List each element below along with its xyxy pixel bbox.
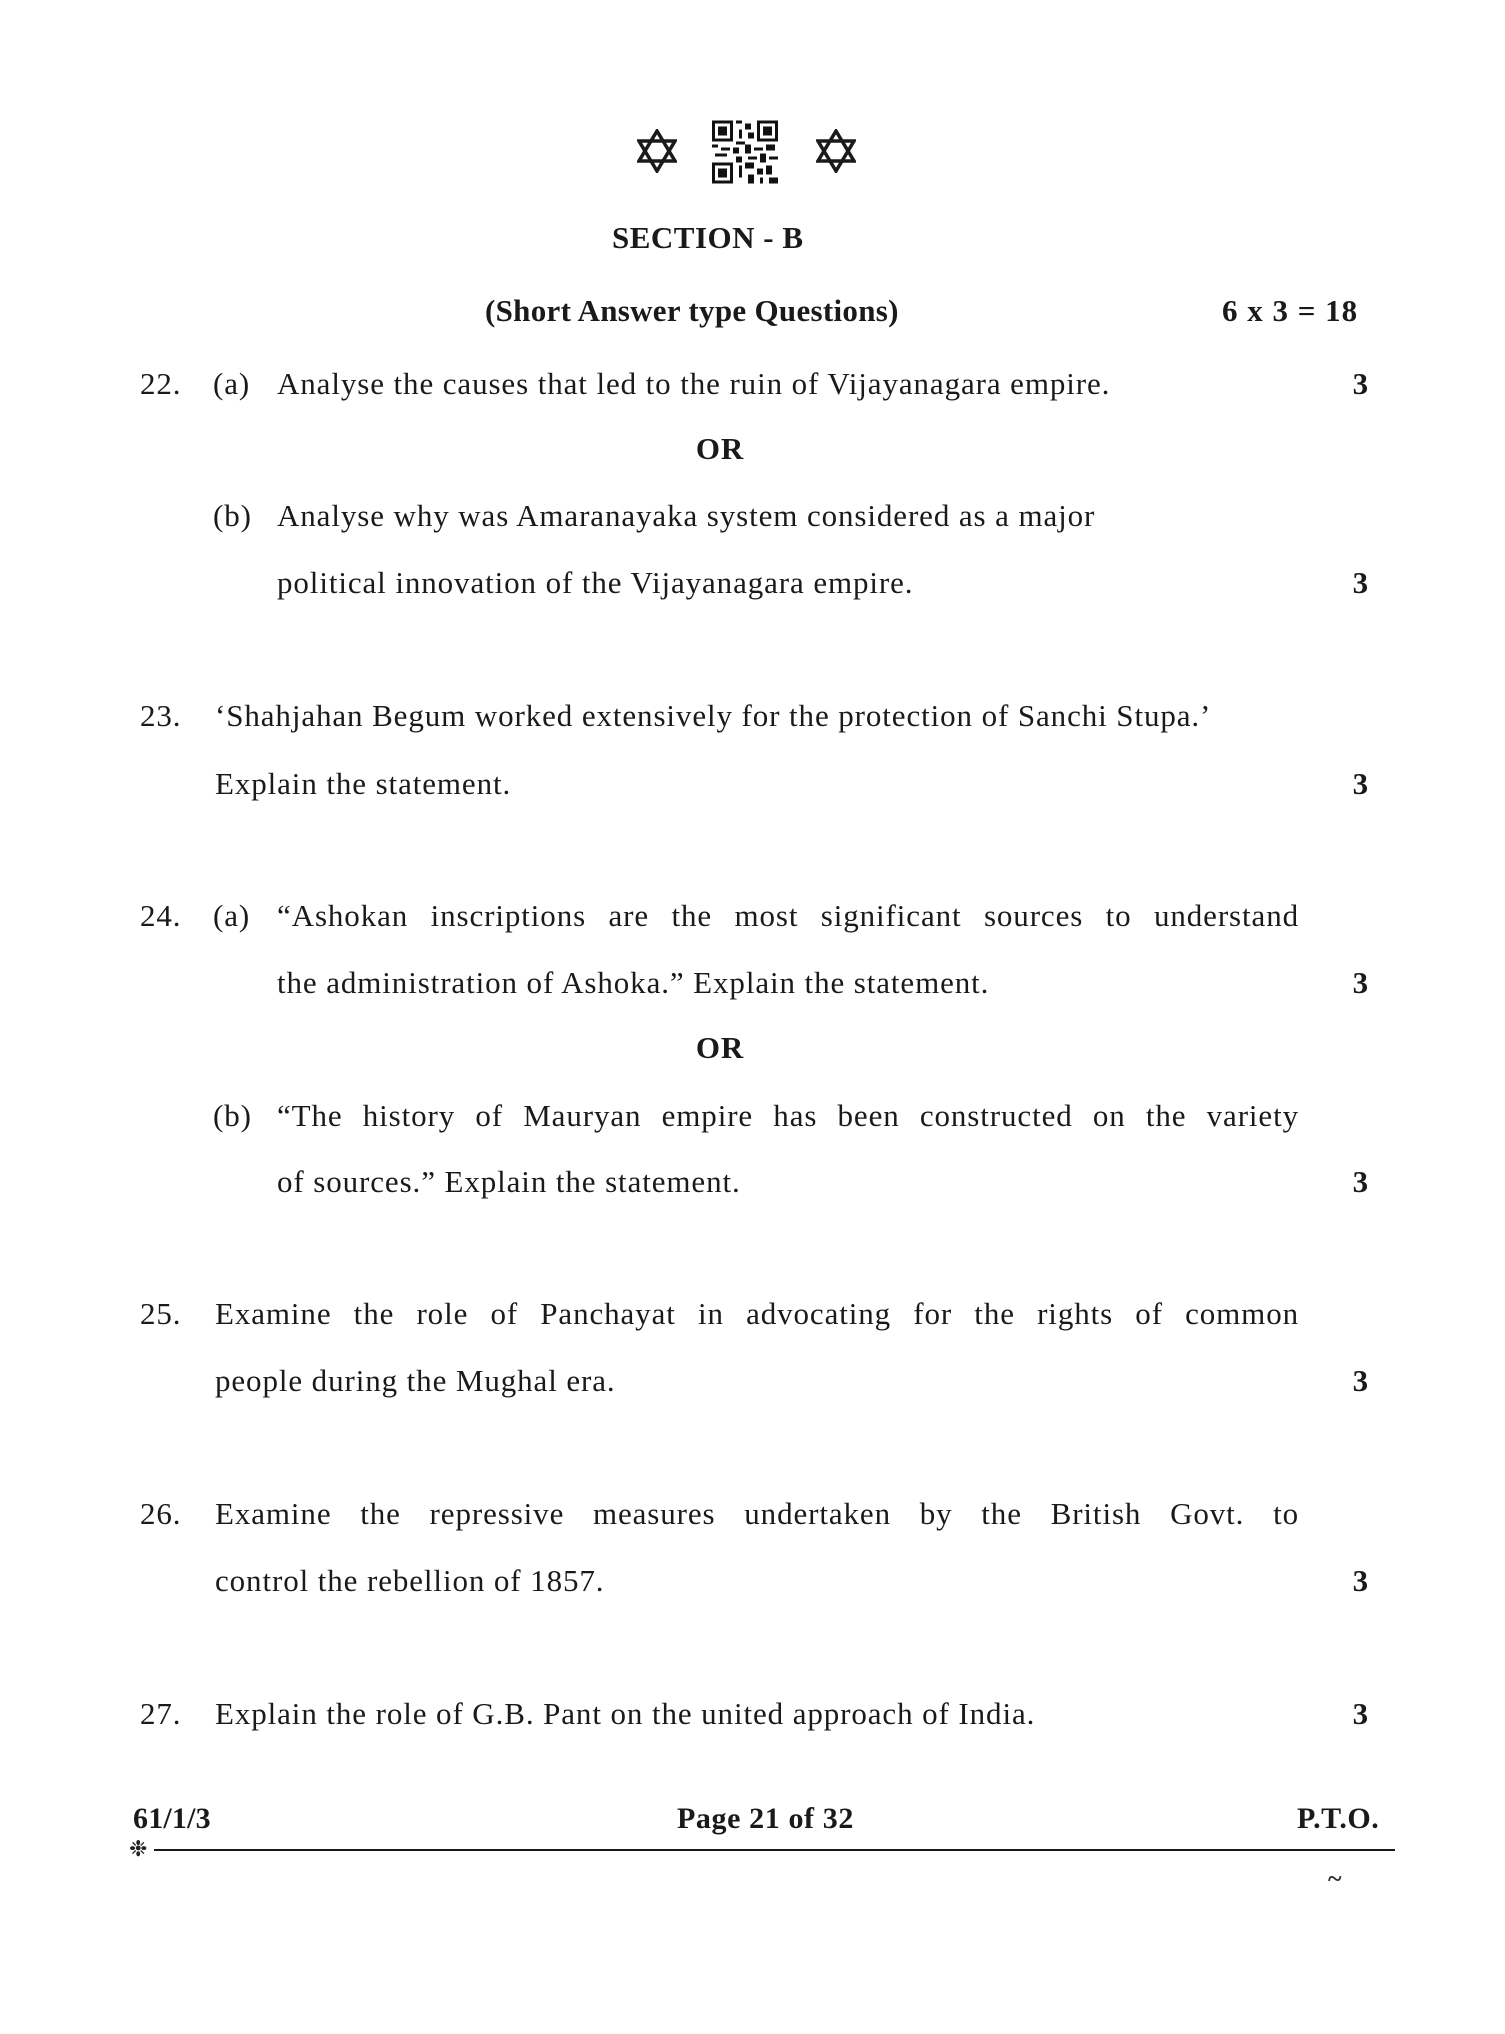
asterisk-mark-icon: ❉ — [129, 1836, 148, 1861]
footer-divider — [154, 1849, 1395, 1851]
qr-code-icon — [712, 120, 778, 184]
question-text: the administration of Ashoka.” Explain the statement. — [277, 965, 990, 1000]
question-text: “Ashokan inscriptions are the most significant sources to understand — [277, 898, 1299, 933]
section-title: SECTION - B — [612, 220, 804, 255]
question-text: political innovation of the Vijayanagara empire. — [277, 565, 914, 600]
marks: 3 — [1352, 565, 1369, 600]
section-marks-formula: 6 x 3 = 18 — [1222, 293, 1359, 328]
question-text: people during the Mughal era. — [215, 1363, 616, 1398]
question-number: 25. — [140, 1296, 182, 1331]
question-text: Examine the role of Panchayat in advocating for the rights of common — [215, 1296, 1299, 1331]
part-label: (b) — [213, 1098, 252, 1133]
question-number: 23. — [140, 698, 182, 733]
marks: 3 — [1352, 766, 1369, 801]
question-text: Analyse why was Amaranayaka system considered as a major — [277, 498, 1096, 533]
paper-code: 61/1/3 — [133, 1802, 211, 1835]
question-number: 26. — [140, 1496, 182, 1531]
part-label: (a) — [213, 366, 251, 401]
question-number: 24. — [140, 898, 182, 933]
question-text: ‘Shahjahan Begum worked extensively for the protection of Sanchi Stupa.’ — [215, 698, 1212, 733]
question-number: 22. — [140, 366, 182, 401]
star-of-david-icon — [637, 129, 677, 173]
section-subtitle: (Short Answer type Questions) — [485, 293, 899, 328]
question-text: Explain the role of G.B. Pant on the united approach of India. — [215, 1696, 1036, 1731]
question-text: “The history of Mauryan empire has been constructed on the variety — [277, 1098, 1299, 1133]
marks: 3 — [1352, 366, 1369, 401]
star-of-david-icon — [816, 129, 856, 173]
please-turn-over: P.T.O. — [1297, 1802, 1380, 1835]
question-text: control the rebellion of 1857. — [215, 1563, 605, 1598]
question-text: of sources.” Explain the statement. — [277, 1164, 741, 1199]
marks: 3 — [1352, 1563, 1369, 1598]
marks: 3 — [1352, 1696, 1369, 1731]
question-number: 27. — [140, 1696, 182, 1731]
or-separator: OR — [695, 1030, 745, 1065]
part-label: (b) — [213, 498, 252, 533]
marks: 3 — [1352, 1363, 1369, 1398]
marks: 3 — [1352, 965, 1369, 1000]
question-text: Examine the repressive measures undertaken by the British Govt. to — [215, 1496, 1299, 1531]
or-separator: OR — [695, 431, 745, 466]
page-number: Page 21 of 32 — [677, 1802, 854, 1835]
part-label: (a) — [213, 898, 251, 933]
tilde-mark: ~ — [1328, 1864, 1342, 1893]
question-text: Explain the statement. — [215, 766, 512, 801]
marks: 3 — [1352, 1164, 1369, 1199]
question-text: Analyse the causes that led to the ruin of Vijayanagara empire. — [277, 366, 1111, 401]
